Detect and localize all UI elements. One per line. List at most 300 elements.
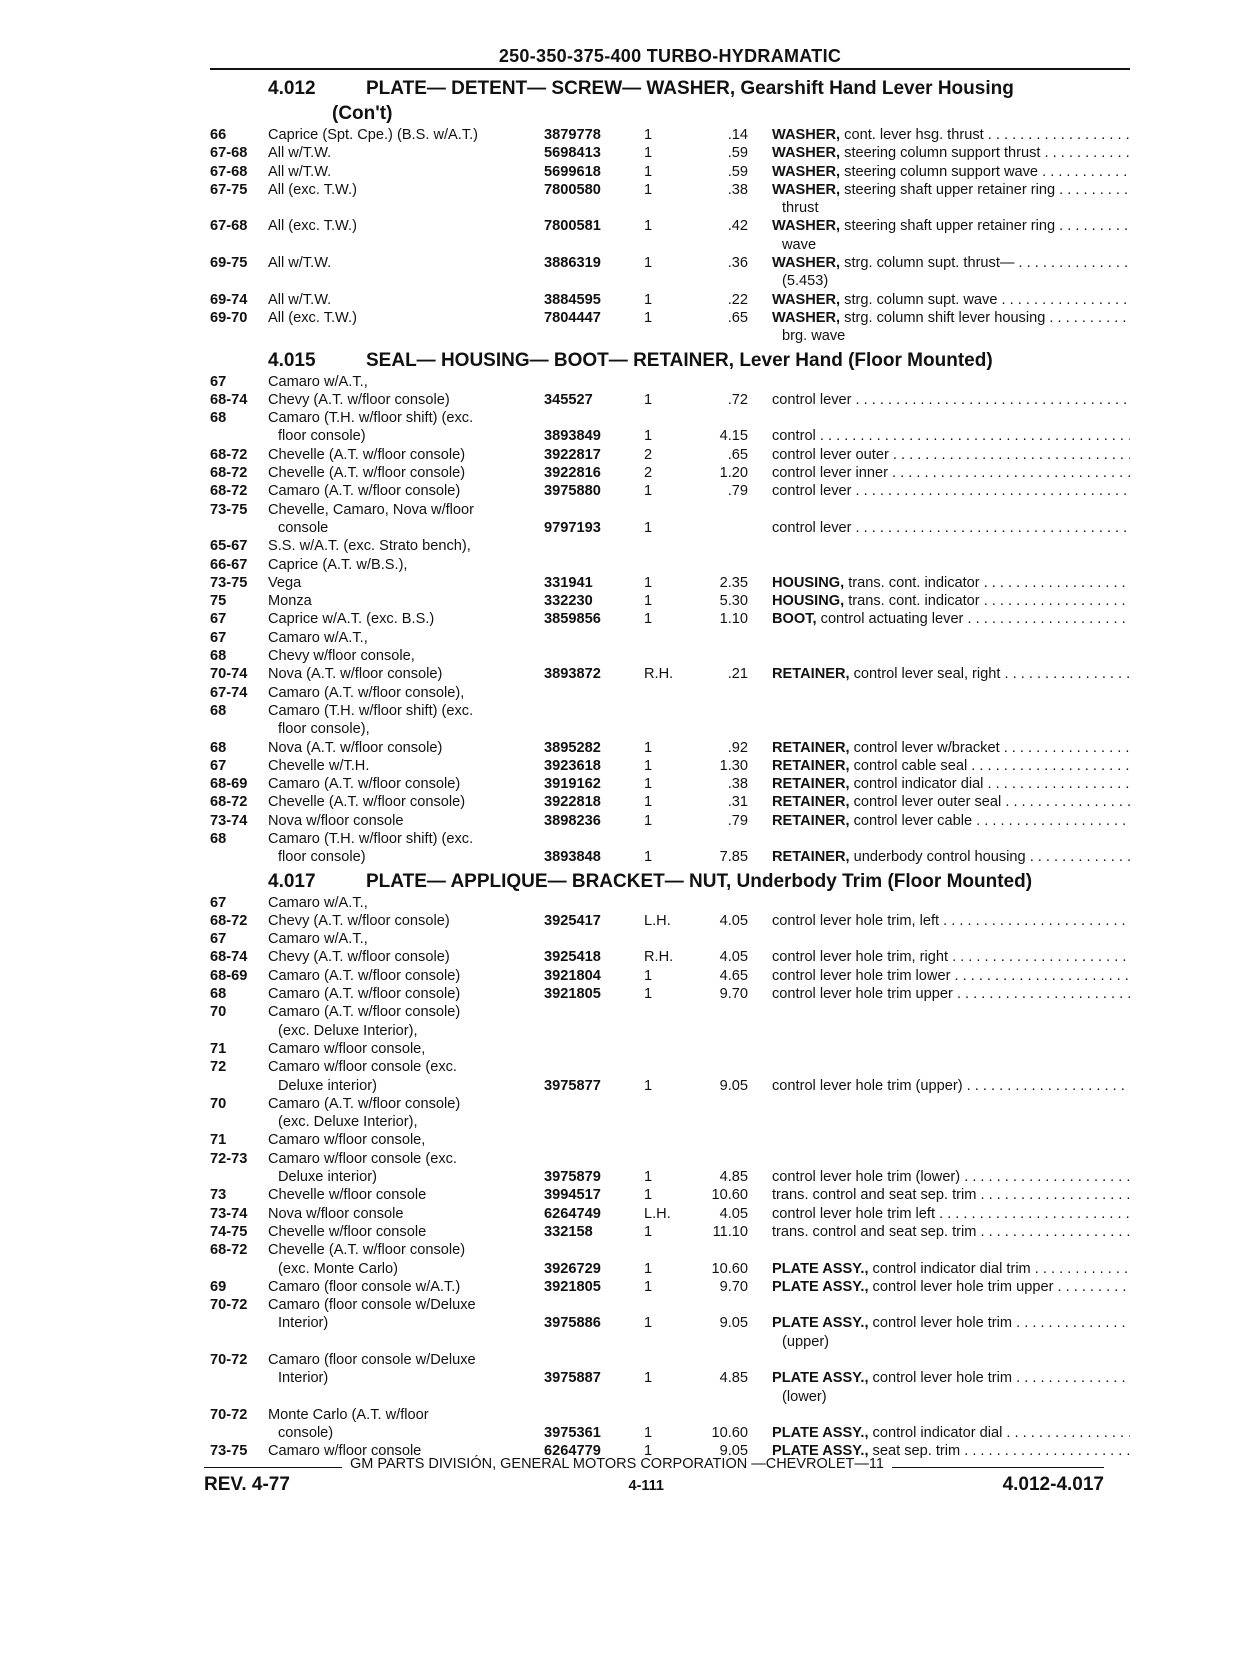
model-year: 68-72 [210,446,248,463]
description-text: thrust [782,200,819,217]
parts-row [210,985,1130,1003]
part-number: 3925418 [544,949,601,966]
footer-line [204,1456,1104,1472]
price [698,930,748,948]
part-description [748,236,1130,254]
model-year: 67 [210,894,227,911]
section-header [210,78,1130,99]
description-keyword: HOUSING, [772,593,845,610]
model-year [210,1369,268,1387]
parts-row [210,930,1130,948]
section-title-text: PLATE— APPLIQUE— BRACKET— NUT, Underbody Trim (Floor Mounted) [366,870,1033,892]
part-number [544,199,636,217]
price [698,537,748,555]
model-year: 73-75 [210,1443,248,1460]
quantity: 1 [644,1370,653,1387]
description-keyword: RETAINER, [772,776,850,793]
description-text: control lever . . . [772,483,1130,499]
part-number: 3921805 [544,986,601,1003]
model-year: 68-69 [210,776,248,793]
part-number [544,1113,636,1131]
part-description [748,1333,1130,1351]
part-description [748,629,1130,647]
model-year: 67-68 [210,163,248,180]
part-number [544,1241,636,1259]
price: 4.85 [719,1370,748,1387]
model-application: Camaro w/floor console (exc. [268,1150,457,1167]
description-text: control lever hole trim left . . . [772,1206,1130,1222]
quantity [636,1150,698,1168]
part-description [748,665,1130,683]
part-number [544,1022,636,1040]
quantity [636,720,698,738]
model-year: 70-72 [210,1297,248,1314]
part-description [748,812,1130,830]
part-number [544,501,636,519]
model-year [210,1424,268,1442]
description-text: wave [782,236,817,253]
section-header [210,350,1130,371]
part-number: 3893872 [544,666,601,683]
description-keyword: WASHER, [772,163,841,180]
quantity [636,702,698,720]
parts-row [210,1241,1130,1259]
part-description [748,647,1130,665]
model-application: All w/T.W. [268,145,332,162]
section-number: 4.015 [268,349,316,371]
model-year: 69-75 [210,255,248,272]
quantity [636,1113,698,1131]
model-year: 70-72 [210,1406,248,1423]
parts-row [210,1040,1130,1058]
part-number: 6264749 [544,1205,601,1222]
parts-row [210,848,1130,866]
parts-row [210,775,1130,793]
price [698,373,748,391]
part-number: 3925417 [544,912,601,929]
part-description [748,309,1130,327]
description-keyword: WASHER, [772,291,841,308]
price: 10.60 [711,1260,748,1277]
parts-row [210,757,1130,775]
parts-row [210,446,1130,464]
part-description [748,1168,1130,1186]
part-description [748,1040,1130,1058]
price: .65 [727,446,748,463]
quantity: 1 [644,812,653,829]
parts-row [210,720,1130,738]
quantity: 1 [644,1443,653,1460]
quantity [636,409,698,427]
model-application: Caprice (Spt. Cpe.) (B.S. w/A.T.) [268,127,479,143]
model-application: Camaro (T.H. w/floor shift) (exc. [268,830,474,847]
parts-row [210,1131,1130,1149]
parts-row [210,1223,1130,1241]
model-application: Camaro w/A.T., [268,373,368,390]
part-description [748,1205,1130,1223]
parts-row [210,647,1130,665]
model-application: Camaro (floor console w/Deluxe [268,1297,476,1314]
model-year: 67-68 [210,218,248,235]
quantity [636,1131,698,1149]
model-application: Chevelle, Camaro, Nova w/floor [268,501,475,518]
part-description [748,327,1130,345]
description-text: seat sep. trim . . . [869,1443,1131,1459]
price [698,1406,748,1424]
model-year [210,427,268,445]
description-text: (lower) [782,1388,827,1405]
quantity: 1 [644,1187,653,1204]
quantity: 1 [644,218,653,235]
model-year [210,236,268,254]
part-description [748,610,1130,628]
model-year: 73-74 [210,1205,248,1222]
part-number: 331941 [544,574,593,591]
part-number [544,647,636,665]
model-year: 67-68 [210,145,248,162]
description-text: underbody control housing . . . [850,849,1130,865]
model-year [210,1314,268,1332]
footer-row [204,1474,1104,1496]
description-text: control lever hole trim upper . . . [772,986,1130,1002]
model-application: Chevy (A.T. w/floor console) [268,391,450,408]
parts-row [210,793,1130,811]
model-year: 68-72 [210,794,248,811]
parts-row [210,1168,1130,1186]
model-application: Camaro w/A.T., [268,894,368,911]
model-application: Monza [268,593,312,610]
quantity: 1 [644,309,653,326]
part-description [748,409,1130,427]
description-text: trans. cont. indicator . . . [844,593,1130,609]
model-year: 73 [210,1187,227,1204]
parts-row [210,1150,1130,1168]
part-number [544,720,636,738]
description-text: control lever hole trim (lower) . . . [772,1169,1130,1185]
price [698,1333,748,1351]
model-year: 71 [210,1040,227,1057]
model-year [210,272,268,290]
parts-row [210,391,1130,409]
part-number: 3919162 [544,776,601,793]
parts-row [210,574,1130,592]
model-application [268,327,544,345]
model-year: 74-75 [210,1223,248,1240]
part-number: 3895282 [544,739,601,756]
model-year: 71 [210,1132,227,1149]
part-description [748,757,1130,775]
parts-row [210,1095,1130,1113]
model-year: 67 [210,629,227,646]
model-application: console [278,519,329,536]
part-number [544,1040,636,1058]
model-year: 68-74 [210,391,248,408]
catalog-page [210,44,1130,1461]
page-number: 4-111 [628,1478,664,1494]
part-number: 332230 [544,593,593,610]
part-description [748,199,1130,217]
part-number: 3898236 [544,812,601,829]
parts-row [210,537,1130,555]
price: .59 [727,163,748,180]
part-description [748,519,1130,537]
price: .21 [727,666,748,683]
parts-row [210,948,1130,966]
part-description [748,254,1130,272]
price: 4.05 [719,912,748,929]
quantity: 1 [644,163,653,180]
model-application: Chevelle (A.T. w/floor console) [268,794,466,811]
description-keyword: WASHER, [772,127,841,143]
part-number: 332158 [544,1223,593,1240]
part-number [544,373,636,391]
quantity [636,1333,698,1351]
model-year: 68 [210,739,227,756]
quantity [636,1022,698,1040]
model-year: 68 [210,702,227,719]
parts-row [210,739,1130,757]
page-title: 250-350-375-400 TURBO-HYDRAMATIC [498,46,842,66]
part-number [544,1388,636,1406]
quantity: 1 [644,986,653,1003]
model-year: 67-74 [210,684,248,701]
description-text: control lever hole trim . . . [869,1315,1131,1331]
part-number: 3922818 [544,794,601,811]
quantity: 1 [644,794,653,811]
part-description [748,537,1130,555]
model-application: Chevelle (A.T. w/floor console) [268,465,466,482]
model-year: 73-74 [210,812,248,829]
description-keyword: RETAINER, [772,812,850,829]
price [698,199,748,217]
description-text: control lever . . . [772,520,1130,536]
parts-row [210,519,1130,537]
part-description [748,1406,1130,1424]
parts-row [210,181,1130,199]
description-keyword: PLATE ASSY., [772,1425,869,1442]
description-text: control lever outer . . . [772,447,1130,463]
description-text: control indicator dial . . . [850,776,1130,792]
part-number [544,702,636,720]
description-keyword: PLATE ASSY., [772,1443,869,1460]
part-description [748,144,1130,162]
part-description [748,1278,1130,1296]
part-number: 3994517 [544,1187,601,1204]
parts-row [210,1003,1130,1021]
quantity: 1 [644,757,653,774]
parts-row [210,163,1130,181]
part-description [748,373,1130,391]
quantity: 1 [644,391,653,408]
part-number [544,830,636,848]
model-year: 73-75 [210,574,248,591]
model-application: Nova (A.T. w/floor console) [268,739,443,756]
part-description [748,912,1130,930]
model-application: All (exc. T.W.) [268,218,357,235]
part-description [748,1223,1130,1241]
quantity: 1 [644,1260,653,1277]
parts-row [210,1369,1130,1387]
model-application: Camaro (floor console w/Deluxe [268,1352,476,1368]
quantity [636,930,698,948]
parts-row [210,1314,1130,1332]
price: .36 [727,255,748,272]
part-number: 3923618 [544,757,601,774]
model-year: 68-72 [210,483,248,500]
price: .14 [727,127,748,143]
model-year: 73-75 [210,501,248,518]
part-description [748,574,1130,592]
model-year: 70 [210,1095,227,1112]
part-description [748,427,1130,445]
quantity [636,1003,698,1021]
model-application: Camaro (A.T. w/floor console) [268,967,461,984]
part-number [544,894,636,912]
part-number [544,1058,636,1076]
price [698,556,748,574]
description-keyword: RETAINER, [772,849,850,866]
part-number: 3921805 [544,1278,601,1295]
model-year: 70-74 [210,666,248,683]
model-application: Chevelle (A.T. w/floor console) [268,446,466,463]
part-description [748,1388,1130,1406]
quantity [636,501,698,519]
model-application: Deluxe interior) [278,1169,377,1186]
price: 4.15 [719,428,748,445]
section-title [366,871,1130,892]
price: 9.70 [719,1278,748,1295]
model-application: Interior) [278,1315,329,1332]
quantity: 1 [644,1278,653,1295]
quantity [636,1351,698,1369]
description-text: (upper) [782,1333,830,1350]
price: 7.85 [719,849,748,866]
quantity [636,327,698,345]
parts-row [210,1296,1130,1314]
model-application: Camaro w/floor console (exc. [268,1059,457,1076]
description-text: control lever hole trim upper . . . [869,1279,1131,1295]
model-application [268,236,544,254]
quantity [636,1040,698,1058]
section-header [210,871,1130,892]
parts-row [210,665,1130,683]
price [698,327,748,345]
price [698,1351,748,1369]
price [698,1058,748,1076]
price [698,1241,748,1259]
parts-row [210,912,1130,930]
part-number: 3921804 [544,967,601,984]
model-year [210,1260,268,1278]
model-application: Camaro (floor console w/A.T.) [268,1278,461,1295]
model-application: Camaro w/A.T., [268,629,368,646]
description-text: control lever hole trim, left . . . [772,913,1130,929]
part-number [544,1095,636,1113]
parts-row [210,1077,1130,1095]
description-keyword: WASHER, [772,181,841,198]
part-description [748,501,1130,519]
part-number: 3893848 [544,849,601,866]
model-year: 68 [210,830,227,847]
part-number: 3886319 [544,255,601,272]
part-description [748,684,1130,702]
section-title-text: PLATE— DETENT— SCREW— WASHER, Gearshift Hand Lever Housing [366,78,1014,99]
model-application: Caprice w/A.T. (exc. B.S.) [268,611,435,628]
part-description [748,181,1130,199]
description-text: control cable seal . . . [850,758,1130,774]
parts-row [210,126,1130,144]
quantity: 1 [644,849,653,866]
parts-row [210,894,1130,912]
description-text: strg. column shift lever housing . . . [840,310,1130,326]
part-description [748,1150,1130,1168]
description-text: (5.453) [782,273,829,290]
description-text: control lever hole trim (upper) . . . [772,1078,1130,1094]
part-number: 3926729 [544,1260,601,1277]
description-text: steering shaft upper retainer ring . . . [840,182,1130,198]
description-keyword: PLATE ASSY., [772,1278,869,1295]
description-keyword: WASHER, [772,218,841,235]
quantity [636,684,698,702]
part-description [748,702,1130,720]
quantity: 1 [644,1169,653,1186]
part-number: 7800580 [544,181,601,198]
part-number [544,1333,636,1351]
parts-row [210,702,1130,720]
price [698,272,748,290]
part-description [748,217,1130,235]
model-application: Camaro (A.T. w/floor console) [268,986,461,1003]
part-number: 3922817 [544,446,601,463]
description-text: control indicator dial . . . [869,1425,1131,1441]
part-description [748,985,1130,1003]
part-description [748,1113,1130,1131]
parts-row [210,812,1130,830]
parts-row [210,501,1130,519]
price [698,647,748,665]
part-number [544,236,636,254]
parts-row [210,967,1130,985]
price [698,1022,748,1040]
model-application: Chevelle (A.T. w/floor console) [268,1242,466,1259]
price: .42 [727,218,748,235]
price [698,684,748,702]
price: .38 [727,181,748,198]
description-text: control lever hole trim . . . [869,1370,1131,1386]
quantity: 1 [644,1425,653,1442]
parts-row [210,291,1130,309]
description-keyword: BOOT, [772,611,817,628]
parts-row [210,1113,1130,1131]
parts-row [210,217,1130,235]
section-title [366,78,1130,99]
quantity: 1 [644,127,653,143]
price: 5.30 [719,593,748,610]
description-keyword: HOUSING, [772,574,845,591]
model-year [210,519,268,537]
model-application: Camaro (A.T. w/floor console) [268,776,461,793]
part-description [748,848,1130,866]
parts-row [210,1333,1130,1351]
price: 1.30 [719,757,748,774]
quantity: 1 [644,611,653,628]
parts-row [210,427,1130,445]
model-application [268,272,544,290]
price [698,702,748,720]
part-number [544,1351,636,1369]
quantity [636,537,698,555]
model-year: 70 [210,1004,227,1021]
